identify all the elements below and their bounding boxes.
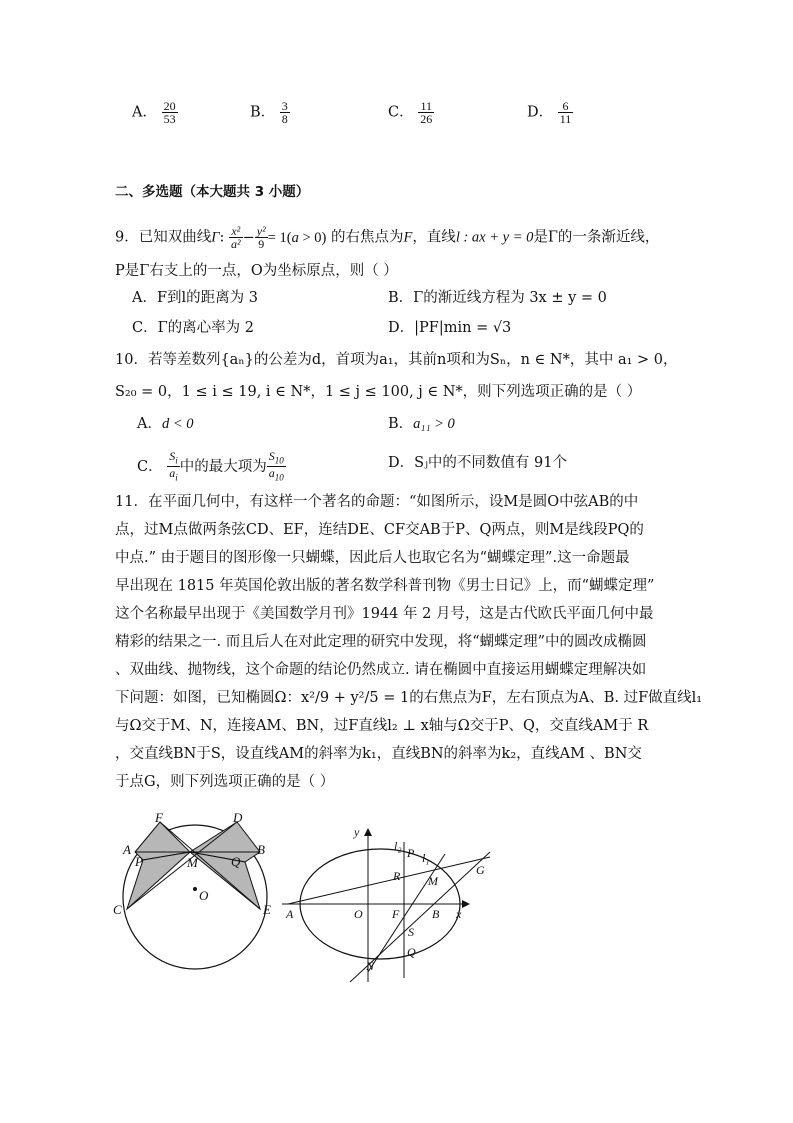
q11-line: 、双曲线、抛物线，这个命题的结论仍然成立. 请在椭圆中直接运用蝴蝶定理解决如 xyxy=(115,662,647,678)
fig1-label-f: F xyxy=(155,812,163,825)
q11-line: 于点G，则下列选项正确的是（ ） xyxy=(115,774,335,790)
fig2-label-p: P xyxy=(407,846,415,860)
q8-option-b: B． $\frac{3}{8}$ xyxy=(250,99,288,126)
fig2-label-a: A xyxy=(286,907,294,921)
q10-option-a: A．d < 0 xyxy=(137,416,194,432)
fig2-label-g: G xyxy=(476,863,485,877)
fig2-label-y: y xyxy=(354,825,360,839)
q9-stem: 9．已知双曲线Γ: $\frac{\text{x²}}{\text{a²}}$ − $\frac{\text{y²}}{9}$ = 1(a > 0) 的右焦点为F，直线l : ax + y = 0是Γ的一条渐近线， xyxy=(115,224,660,251)
fig2-label-b: B xyxy=(432,907,440,921)
fig1-label-m: M xyxy=(187,855,198,870)
fig2-label-l1: l₁ xyxy=(422,851,430,865)
q9-stem-line2: P是Γ右支上的一点，O为坐标原点，则（ ） xyxy=(115,263,398,279)
fig2-label-o: O xyxy=(354,907,363,921)
fig1-label-q: Q xyxy=(231,854,241,869)
fig2-label-q: Q xyxy=(407,945,416,959)
q11-line: ，交直线BN于S，设直线AM的斜率为k₁，直线BN的斜率为k₂，直线AM 、BN交 xyxy=(115,746,642,762)
q11-line: 点，过M点做两条弦CD、EF，连结DE、CF交AB于P、Q两点，则M是线段PQ的 xyxy=(115,522,644,538)
q9-option-a: A．F到l的距离为 3 xyxy=(132,290,259,306)
q11-line: 下问题：如图，已知椭圆Ω：x²/9 + y²/5 = 1的右焦点为F，左右顶点为A、B. 过F做直线l₁ xyxy=(115,690,703,706)
q8-option-d: D． $\frac{6}{11}$ xyxy=(527,99,572,126)
q9-option-b: B．Γ的渐近线方程为 3x ± y = 0 xyxy=(388,290,607,306)
q10-option-c: C． $\frac{S_i}{a_i}$ 中的最大项为 $\frac{S_{10}}{a_{10}}$ xyxy=(137,449,284,483)
q9-hyperbola-equation: $\frac{\text{x²}}{\text{a²}}$ − $\frac{\text{y²}}{9}$ = 1(a > 0) xyxy=(230,224,327,251)
ellipse-butterfly-figure xyxy=(280,822,500,994)
q11-line: 中点.” 由于题目的图形像一只蝴蝶，因此后人也取它名为“蝴蝶定理”.这一命题最 xyxy=(115,550,630,566)
fig2-label-m: M xyxy=(428,874,438,888)
q8-option-c: C． $\frac{11}{26}$ xyxy=(388,99,433,126)
q11-stem xyxy=(115,488,755,796)
q8-option-a: A． $\frac{20}{53}$ xyxy=(132,99,176,126)
butterfly-circle-figure xyxy=(105,812,285,992)
fig1-label-a: A xyxy=(123,842,131,857)
q10-stem-line2: S₂₀ = 0，1 ≤ i ≤ 19, i ∈ N*，1 ≤ j ≤ 100, j ∈ N*，则下列选项正确的是（ ） xyxy=(115,384,642,400)
q11-line: 这个名称最早出现于《美国数学月刊》1944 年 2 月号，这是古代欧氏平面几何中最 xyxy=(115,606,654,622)
q10-option-b: B．a₁₁ > 0 xyxy=(388,416,455,432)
fig1-label-o: O xyxy=(199,888,209,903)
fig2-label-r: R xyxy=(393,869,401,883)
fig1-label-e: E xyxy=(263,902,271,917)
q9-option-c: C．Γ的离心率为 2 xyxy=(132,320,255,336)
fig2-label-s: S xyxy=(408,925,414,939)
q11-line: 与Ω交于M、N，连接AM、BN，过F直线l₂ ⊥ x轴与Ω交于P、Q，交直线AM于 R xyxy=(115,718,649,734)
section-title: 二、多选题（本大题共 3 小题） xyxy=(115,184,310,200)
fig1-label-b: B xyxy=(257,842,265,857)
fig1-label-d: D xyxy=(233,812,243,825)
q11-line: 精彩的结果之一. 而且后人在对此定理的研究中发现，将“蝴蝶定理”中的圆改成椭圆 xyxy=(115,634,647,650)
q11-line: 早出现在 1815 年英国伦敦出版的著名数学科普刊物《男士日记》上，而“蝴蝶定理” xyxy=(115,578,655,594)
fig1-label-p: P xyxy=(135,854,143,869)
fig2-label-l2: l₂ xyxy=(394,839,402,853)
q9-option-d: D．|PF|min = √3 xyxy=(388,320,512,336)
q10-option-d: D．Sⱼ中的不同数值有 91个 xyxy=(388,455,567,471)
q11-line: 11．在平面几何中，有这样一个著名的命题：“如图所示，设M是圆O中弦AB的中 xyxy=(115,494,639,510)
fig2-label-n: N xyxy=(366,959,375,973)
fig2-label-x: x xyxy=(456,907,462,921)
fig2-label-f: F xyxy=(392,907,400,921)
q10-stem-line1: 10．若等差数列{aₙ}的公差为d，首项为a₁，其前n项和为Sₙ，n ∈ N*，其中 a₁ > 0， xyxy=(115,352,678,368)
fig1-label-c: C xyxy=(113,902,122,917)
